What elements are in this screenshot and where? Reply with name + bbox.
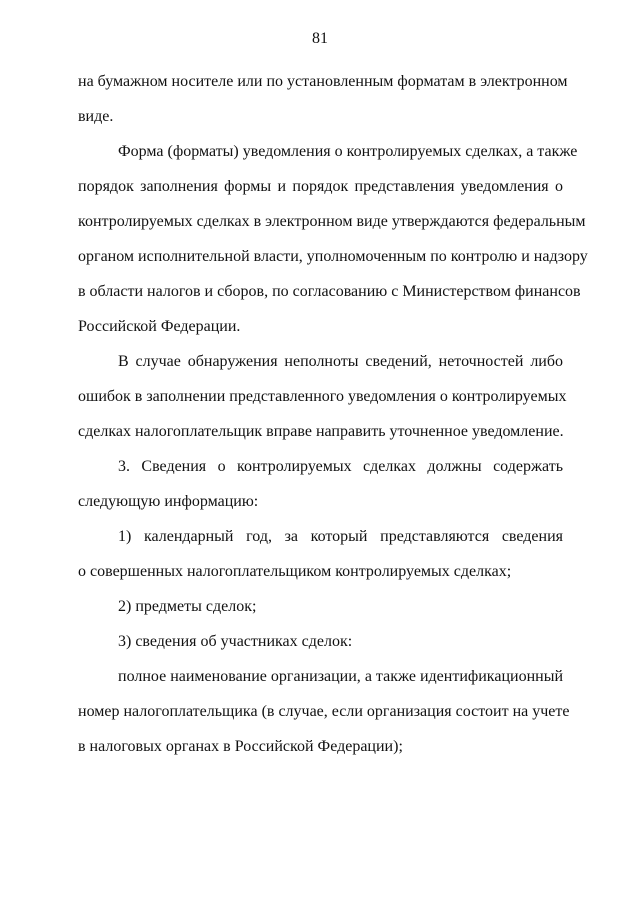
list-item-line: 3) сведения об участниках сделок: [118, 633, 353, 650]
text-line: ошибок в заполнении представленного уведомления о контролируемых [78, 388, 567, 405]
text-line: контролируемых сделках в электронном виде утверждаются федеральным [78, 213, 586, 230]
text-line: сделках налогоплательщик вправе направить уточненное уведомление. [78, 423, 564, 440]
text-line: в области налогов и сборов, по согласованию с Министерством финансов [78, 283, 581, 300]
text-line: органом исполнительной власти, уполномоченным по контролю и надзору [78, 248, 588, 265]
list-item-line: 1) календарный год, за который представляются сведения [118, 528, 563, 545]
text-line: следующую информацию: [78, 493, 259, 510]
list-item-line: 2) предметы сделок; [118, 598, 257, 615]
text-line: виде. [78, 108, 114, 125]
text-line: на бумажном носителе или по установленным форматам в электронном [78, 73, 568, 90]
text-line: в налоговых органах в Российской Федерации); [78, 738, 403, 755]
text-line: о совершенных налогоплательщиком контролируемых сделках; [78, 563, 512, 580]
paragraph-first-line: Форма (форматы) уведомления о контролируемых сделках, а также [118, 143, 578, 160]
paragraph-first-line: полное наименование организации, а также идентификационный [118, 668, 563, 685]
page-number: 81 [312, 30, 328, 47]
text-line: Российской Федерации. [78, 318, 241, 335]
text-line: номер налогоплательщика (в случае, если организация состоит на учете [78, 703, 570, 720]
paragraph-first-line: В случае обнаружения неполноты сведений, неточностей либо [118, 353, 563, 370]
text-line: порядок заполнения формы и порядок представления уведомления о [78, 178, 563, 195]
paragraph-first-line: 3. Сведения о контролируемых сделках должны содержать [118, 458, 563, 475]
